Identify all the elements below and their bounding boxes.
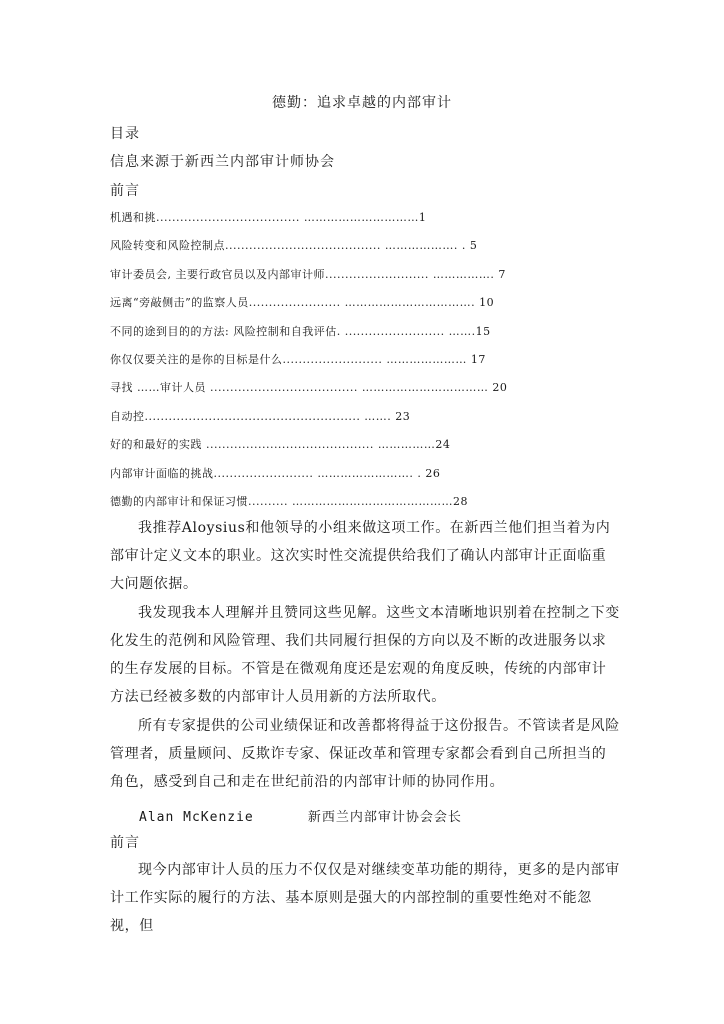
body-paragraph: 我发现我本人理解并且赞同这些见解。这些文本清晰地识别着在控制之下变化发生的范例和风险管理、我们共同履行担保的方向以及不断的改进服务以求的生存发展的目标。不管是在微观角度还是宏观的角度反映，传统的内部审计方法已经被多数的内部审计人员用新的方法所取代。 <box>110 605 620 705</box>
body-paragraph: 我推荐Aloysius和他领导的小组来做这项工作。在新西兰他们担当着为内部审计定义文本的职业。这次实时性交流提供给我们了确认内部审计正面临重大问题依据。 <box>110 520 611 592</box>
source-line: 信息来源于新西兰内部审计师协会 <box>110 154 335 170</box>
preface-heading: 前言 <box>110 183 140 199</box>
toc-entry: 寻找 ……审计人员 ..................................... …………………………… 20 <box>110 381 508 394</box>
toc-entry: 自动控...................................................... ……. 23 <box>110 410 411 423</box>
signature <box>139 806 462 825</box>
toc-entry: 不同的途到目的的方法: 风险控制和自我评估. ......................... …….15 <box>110 325 491 338</box>
signature-name: Alan McKenzie <box>139 810 254 825</box>
toc-entry: 审计委员会, 主要行政官员以及内部审计师.......................... ……………. 7 <box>110 268 506 281</box>
toc-entry: 风险转变和风险控制点....................................... ………………. . 5 <box>110 239 478 252</box>
body-paragraph: 所有专家提供的公司业绩保证和改善都将得益于这份报告。不管读者是风险管理者，质量顾问、反欺诈专家、保证改革和管理专家都会看到自己所担当的角色，感受到自己和走在世纪前沿的内部审计师的协同作用。 <box>110 718 620 790</box>
toc-entry: 内部审计面临的挑战......................... ……………………. . 26 <box>110 467 441 480</box>
preface-heading-2: 前言 <box>110 835 140 851</box>
toc-entry: 远离“旁敲侧击”的监察人员....................... ……………………………. 10 <box>110 296 495 309</box>
document-title: 德勤：追求卓越的内部审计 <box>272 95 452 111</box>
body-paragraph: 现今内部审计人员的压力不仅仅是对继续变革功能的期待，更多的是内部审计工作实际的履行的方法、基本原则是强大的内部控制的重要性绝对不能忽视，但 <box>110 862 620 934</box>
signature-role: 新西兰内部审计协会会长 <box>307 810 462 825</box>
toc-entry: 好的和最好的实践 .......................................... ……………24 <box>110 438 451 451</box>
toc-entry: 机遇和挑.................................... …………………………1 <box>110 211 427 224</box>
contents-heading: 目录 <box>110 126 140 142</box>
toc-entry: 德勤的内部审计和保证习惯.......... ……………………………………28 <box>110 495 468 508</box>
toc-entry: 你仅仅要关注的是你的目标是什么......................... ………………… 17 <box>110 353 486 366</box>
